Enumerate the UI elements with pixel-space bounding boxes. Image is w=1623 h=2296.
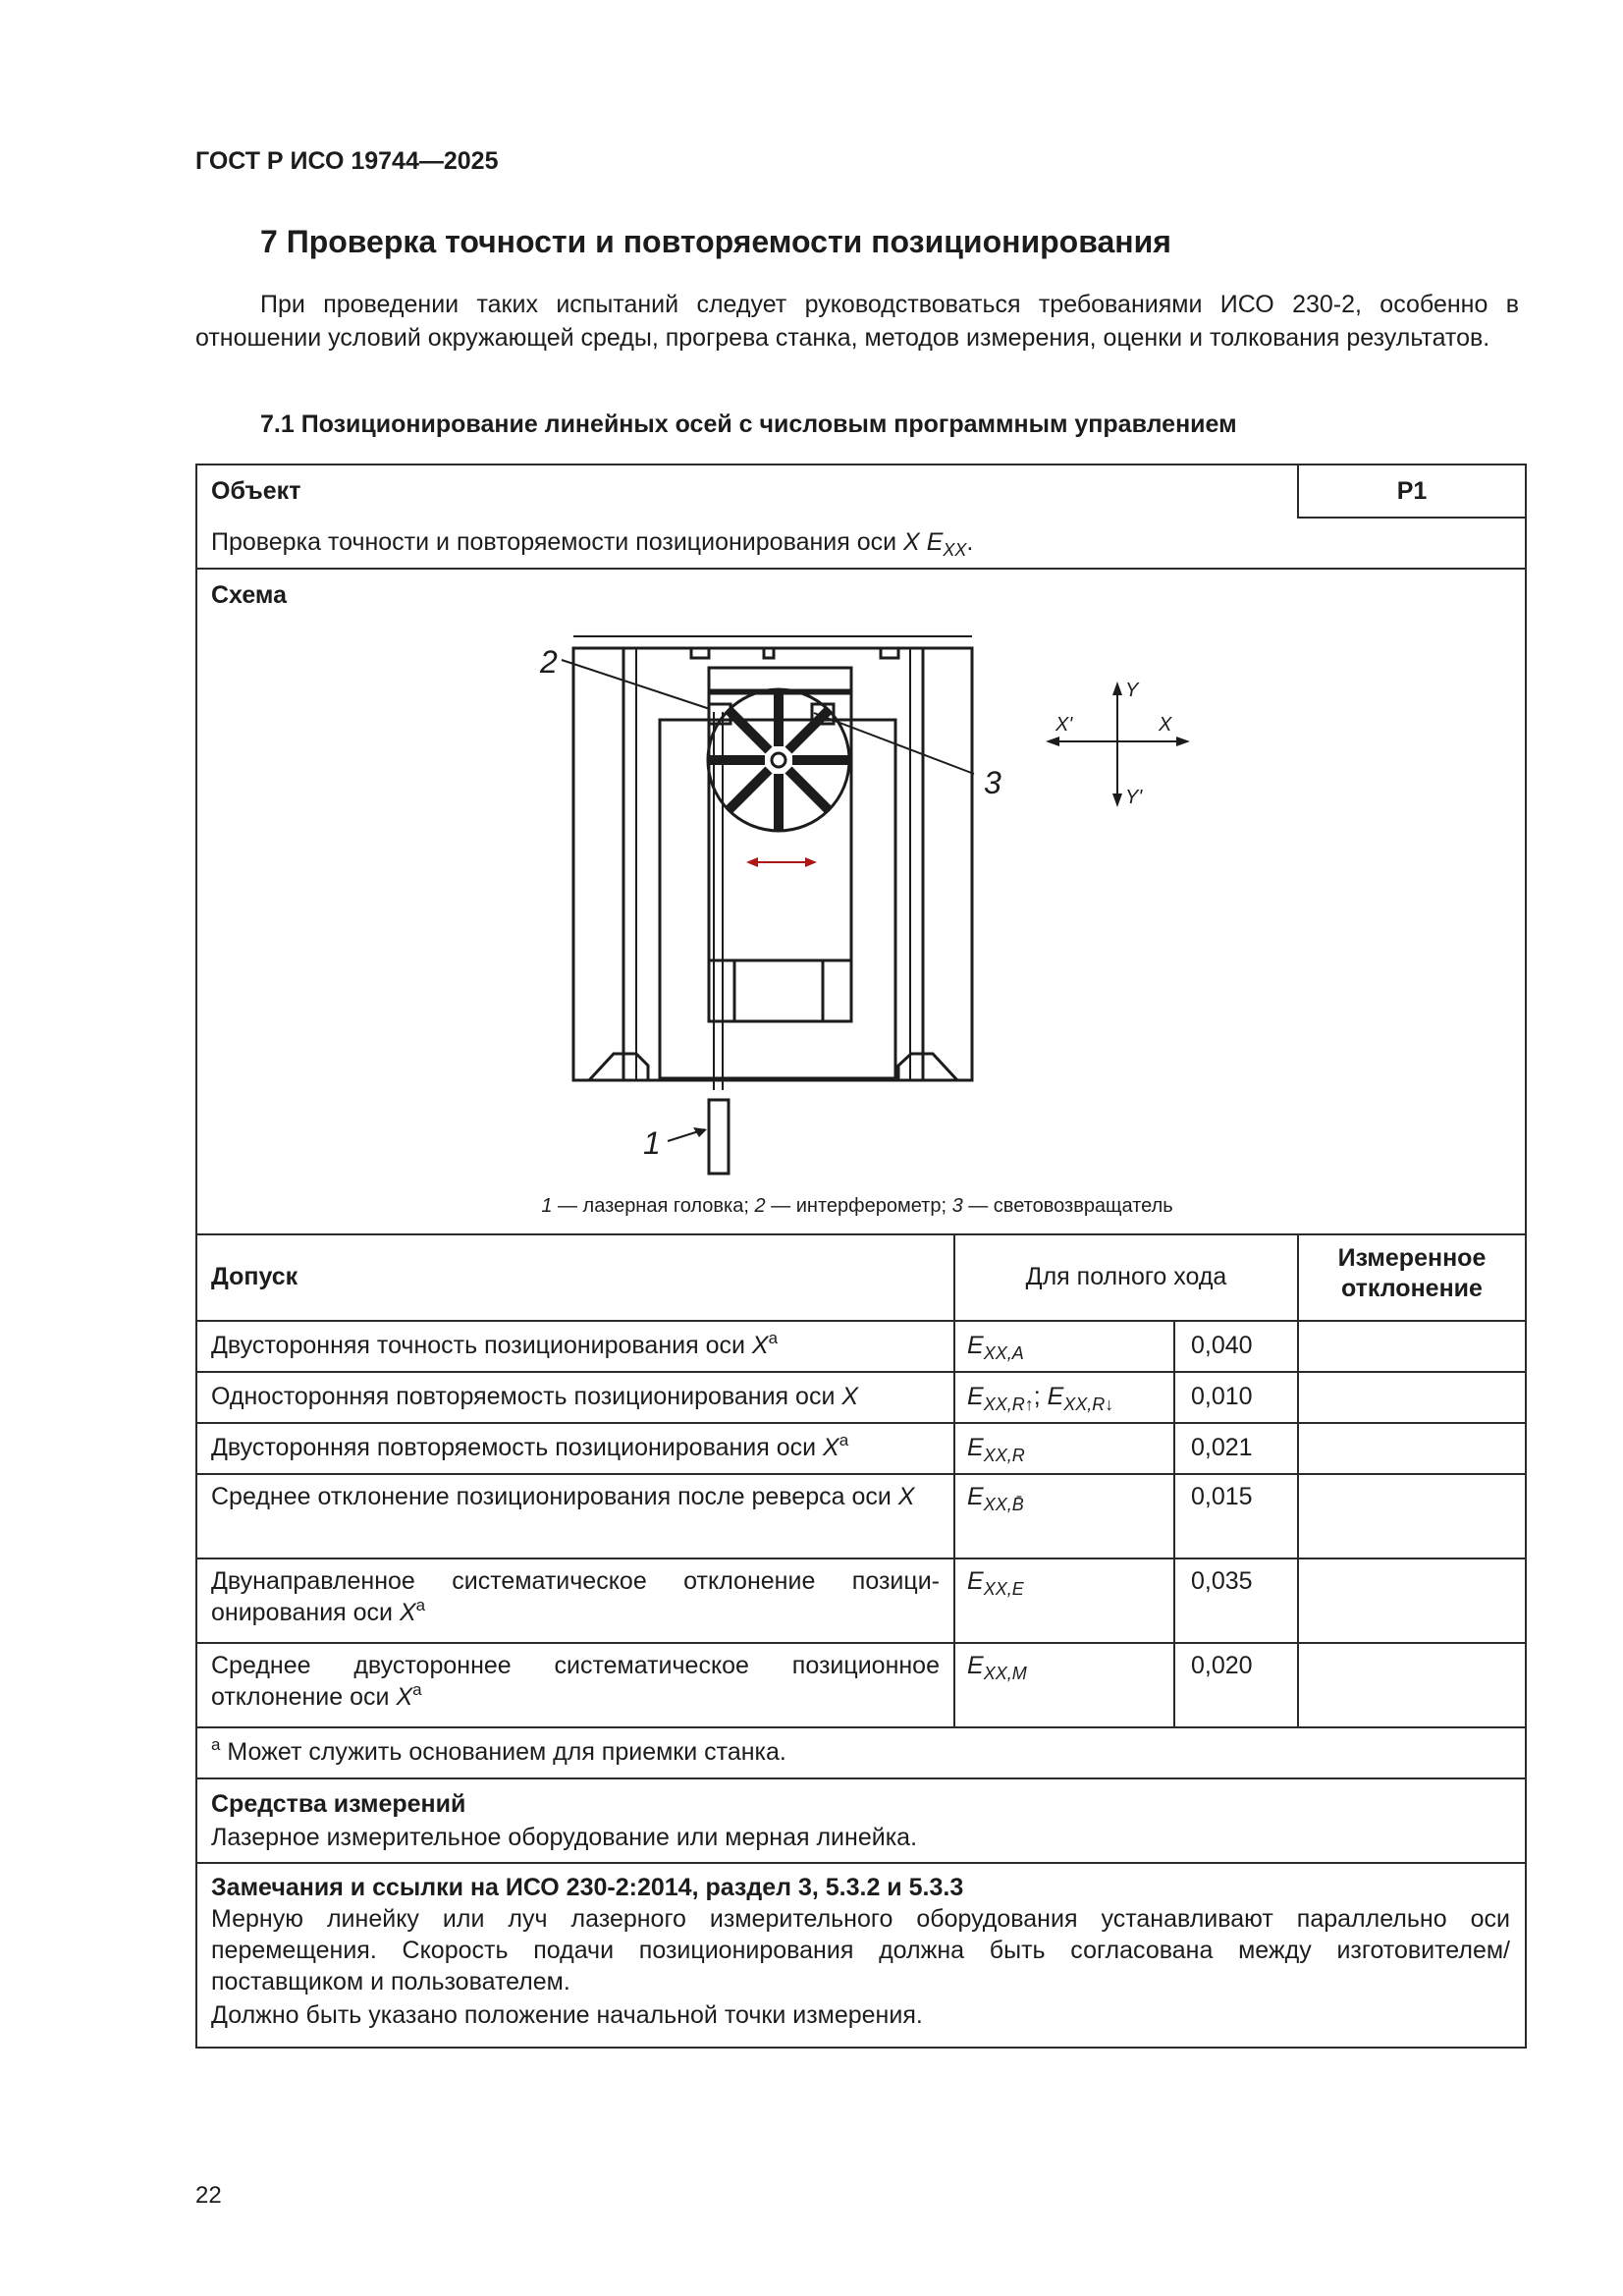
diagram-caption: 1 — лазерная головка; 2 — интерферометр; 3 — световозвращатель [541, 1195, 1173, 1217]
tolerance-label: Допуск [211, 1263, 298, 1290]
section-intro: При проведении таких испытаний следует руководствоваться требованиями ИСО 230-2, особенно в отношении условий окружающей среды, прогрева станка, методов измерения, оценки и толкования результатов. [195, 291, 1519, 352]
table-row-value: 0,040 [1191, 1332, 1253, 1359]
object-label: Объект [211, 477, 301, 505]
table-row-value: 0,035 [1191, 1567, 1253, 1595]
diagram-label-3: 3 [984, 765, 1001, 800]
object-description: Проверка точности и повторяемости позиционирования оси X $E_{XX}$. [211, 528, 974, 560]
axis-x-label: X [1159, 714, 1172, 736]
table-row-text: Среднее отклонение позиционирования после реверса оси X [211, 1483, 915, 1510]
instruments-text: Лазерное измерительное оборудование или мерная линейка. [211, 1824, 918, 1851]
measured-deviation-label: Измеренное отклонение [1337, 1244, 1487, 1302]
table-row-value: 0,010 [1191, 1383, 1253, 1410]
diagram-label-1: 1 [643, 1125, 661, 1161]
section-title: 7 Проверка точности и повторяемости позиционирования [260, 224, 1171, 259]
axis-y-neg-label: Y' [1125, 787, 1143, 808]
notes-paragraph: Мерную линейку или луч лазерного измерительного оборудования устанавливают параллельно оси перемещения. Скорость подачи позиционирования должна быть согласована между изготовителем/ поставщиком и пользователем. [211, 1905, 1510, 1995]
table-row-text: Двусторонняя точность позиционирования оси $X^a$ [211, 1329, 779, 1359]
scheme-label: Схема [211, 581, 287, 609]
table-row-text: Двунаправленное систематическое отклонение позици-онирования оси $X^a$ [211, 1567, 940, 1626]
instruments-title: Средства измерений [211, 1790, 466, 1818]
axis-y-label: Y [1125, 680, 1139, 701]
full-stroke-label: Для полного хода [1025, 1263, 1227, 1290]
subsection-title: 7.1 Позиционирование линейных осей с числовым программным управлением [260, 410, 1237, 438]
table-row-text: Среднее двустороннее систематическое позиционное отклонение оси $X^a$ [211, 1652, 940, 1711]
table-footnote: $^a$ Может служить основанием для приемки станка. [211, 1735, 786, 1766]
table-row-value: 0,020 [1191, 1652, 1253, 1679]
table-row-symbol: $E_{XX,A}$ [967, 1332, 1024, 1363]
table-row-text: Двусторонняя повторяемость позиционирования оси $X^a$ [211, 1431, 849, 1461]
table-row-value: 0,021 [1191, 1434, 1253, 1461]
document-id: ГОСТ Р ИСО 19744—2025 [195, 147, 499, 175]
table-row-symbol: $E_{XX,E}$ [967, 1567, 1024, 1599]
table-row-symbol: $E_{XX,M}$ [967, 1652, 1027, 1683]
axis-x-neg-label: X' [1055, 714, 1073, 736]
page-number: 22 [195, 2182, 222, 2209]
table-row-symbol: $E_{XX,B̄}$ [967, 1483, 1024, 1514]
notes-paragraph-2: Должно быть указано положение начальной точки измерения. [211, 2001, 923, 2029]
table-row-value: 0,015 [1191, 1483, 1253, 1510]
diagram-label-2: 2 [540, 644, 558, 680]
table-row-symbol: $E_{XX,R↑}$; $E_{XX,R↓}$ [967, 1383, 1114, 1414]
table-row-symbol: $E_{XX,R}$ [967, 1434, 1025, 1465]
notes-title: Замечания и ссылки на ИСО 230-2:2014, раздел 3, 5.3.2 и 5.3.3 [211, 1874, 964, 1901]
table-row-text: Односторонняя повторяемость позиционирования оси X [211, 1383, 859, 1410]
test-code: P1 [1396, 477, 1428, 505]
